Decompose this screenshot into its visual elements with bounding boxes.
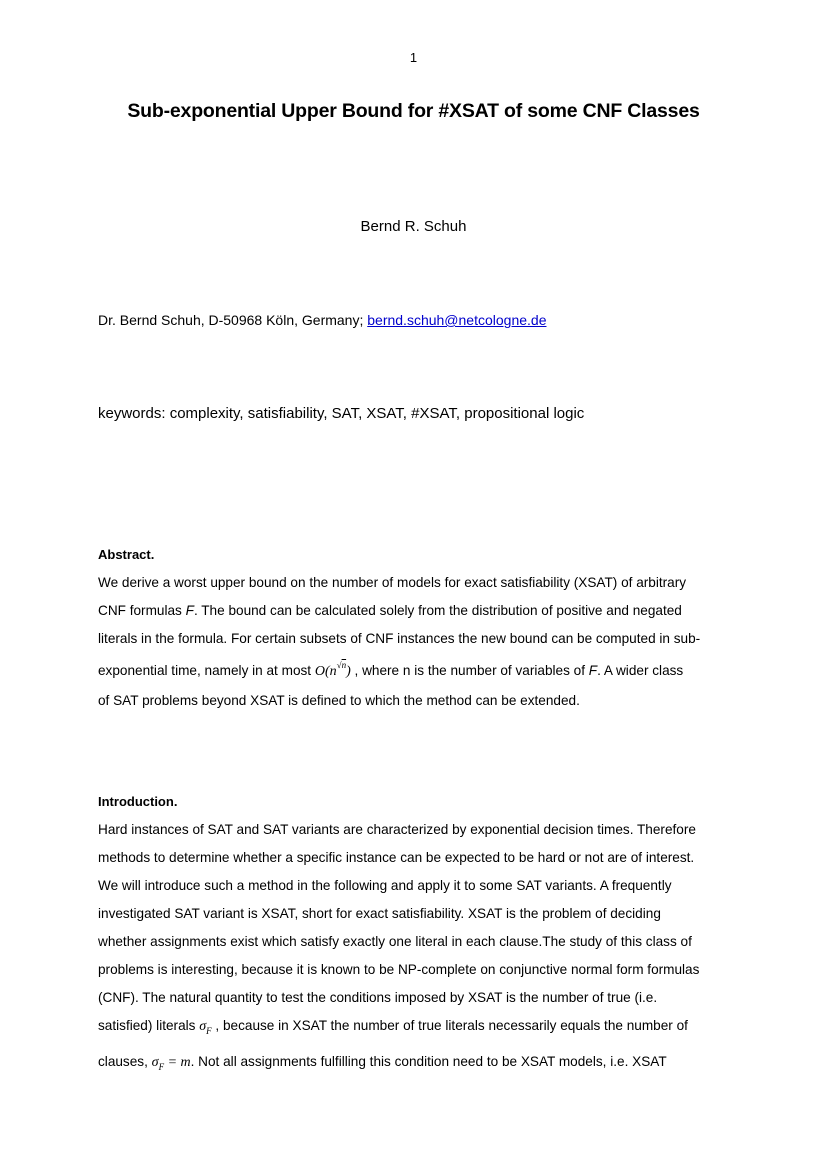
- introduction-line: whether assignments exist which satisfy exactly one literal in each clause.The study of this class of: [98, 934, 692, 949]
- introduction-section: [98, 788, 738, 1084]
- introduction-line: We will introduce such a method in the following and apply it to some SAT variants. A frequently: [98, 878, 672, 893]
- affiliation: [98, 312, 546, 328]
- introduction-line: satisfied) literals $\sigma_F$ , because in XSAT the number of true literals necessarily equals the number of: [98, 1018, 688, 1036]
- sigma-equation: $\sigma_F = m$: [151, 1054, 191, 1072]
- abstract-line: exponential time, namely in at most $O(n^{√n})$ , where n is the number of variables of F. A wider class: [98, 660, 684, 679]
- affiliation-text: Dr. Bernd Schuh, D-50968 Köln, Germany;: [98, 312, 368, 328]
- abstract-heading: Abstract.: [98, 547, 155, 562]
- paper-title: Sub-exponential Upper Bound for #XSAT of some CNF Classes: [127, 100, 700, 122]
- email-link[interactable]: bernd.schuh@netcologne.de: [367, 312, 547, 328]
- complexity-formula: $O(n^{√n})$: [314, 660, 351, 679]
- abstract-line: We derive a worst upper bound on the number of models for exact satisfiability (XSAT) of arbitrary: [98, 575, 687, 590]
- sigma-f-symbol: $\sigma_F$: [199, 1019, 212, 1036]
- abstract-line: of SAT problems beyond XSAT is defined to which the method can be extended.: [98, 693, 580, 708]
- introduction-line: clauses, $\sigma_F = m$. Not all assignments fulfilling this condition need to be XSAT models, i.e. XSAT: [98, 1053, 667, 1072]
- keywords: keywords: complexity, satisfiability, SAT, XSAT, #XSAT, propositional logic: [98, 405, 585, 422]
- abstract-line: literals in the formula. For certain subsets of CNF instances the new bound can be computed in sub-: [98, 631, 701, 646]
- introduction-line: (CNF). The natural quantity to test the conditions imposed by XSAT is the number of true (i.e.: [98, 990, 658, 1005]
- introduction-line: investigated SAT variant is XSAT, short for exact satisfiability. XSAT is the problem of deciding: [98, 906, 661, 921]
- page-number: 1: [409, 50, 418, 65]
- author-name: Bernd R. Schuh: [360, 218, 467, 235]
- introduction-line: Hard instances of SAT and SAT variants are characterized by exponential decision times. Therefore: [98, 822, 696, 837]
- introduction-line: methods to determine whether a specific instance can be expected to be hard or not are of interest.: [98, 850, 695, 865]
- abstract-section: [98, 541, 738, 715]
- introduction-line: problems is interesting, because it is known to be NP-complete on conjunctive normal form formulas: [98, 962, 700, 977]
- introduction-heading: Introduction.: [98, 794, 178, 809]
- abstract-line: CNF formulas F. The bound can be calculated solely from the distribution of positive and negated: [98, 603, 682, 618]
